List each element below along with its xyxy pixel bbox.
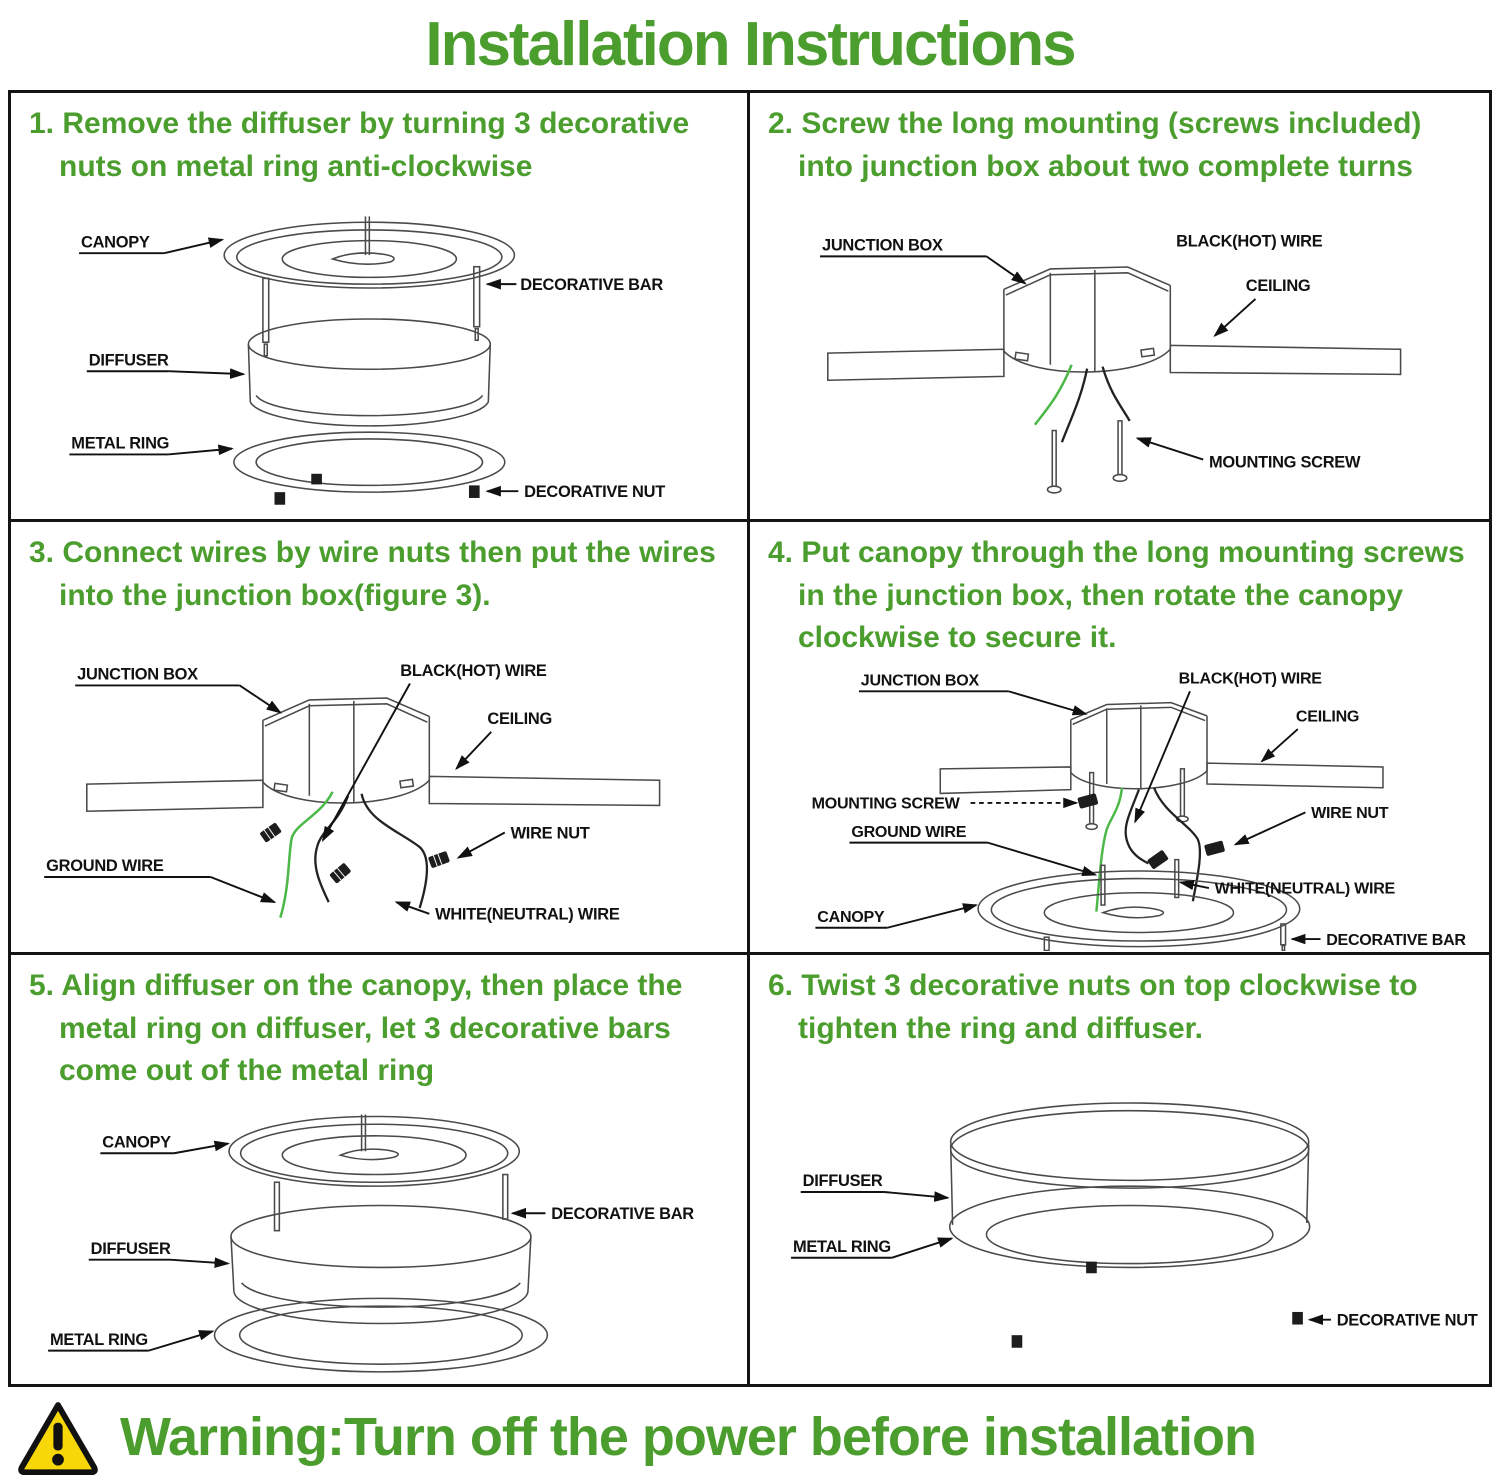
junction-box-drawing (1070, 703, 1206, 790)
label-ground-wire: GROUND WIRE (850, 823, 966, 842)
label-white-wire: WHITE(NEUTRAL) WIRE (1214, 879, 1395, 898)
step-2-diagram (762, 208, 1478, 498)
canopy-drawing (229, 1114, 519, 1230)
junction-box-drawing (263, 698, 429, 803)
step-1-text: 1. Remove the diffuser by turning 3 decorative nuts on metal ring anti-clockwise (29, 107, 690, 183)
panel-step-6 (750, 955, 1489, 1384)
step-6-text: 6. Twist 3 decorative nuts on top clockwise to tighten the ring and diffuser. (768, 969, 1418, 1045)
label-decorative-bar: DECORATIVE BAR (551, 1204, 694, 1223)
label-ceiling: CEILING (487, 710, 553, 729)
label-diffuser: DIFFUSER (802, 1172, 883, 1191)
step-4-diagram (770, 661, 1470, 950)
ground-wire-drawing (1034, 365, 1071, 425)
label-decorative-nut: DECORATIVE NUT (1336, 1311, 1478, 1330)
label-black-wire: BLACK(HOT) WIRE (400, 662, 547, 681)
label-junction-box: JUNCTION BOX (860, 671, 979, 690)
canopy-drawing (978, 860, 1300, 951)
label-ceiling: CEILING (1295, 707, 1359, 726)
label-junction-box: JUNCTION BOX (821, 237, 943, 256)
step-1-diagram-area (11, 188, 747, 519)
step-5-text: 5. Align diffuser on the canopy, then place the metal ring on diffuser, let 3 decorative bars come out of the metal ring (29, 969, 683, 1088)
white-wire-drawing (1102, 367, 1129, 421)
label-metal-ring: METAL RING (792, 1237, 891, 1256)
ceiling-drawing (827, 346, 1400, 381)
ceiling-drawing (87, 777, 660, 812)
label-mounting-screw: MOUNTING SCREW (1208, 453, 1360, 472)
label-decorative-bar: DECORATIVE BAR (1325, 930, 1466, 949)
step-5-diagram (21, 1101, 737, 1377)
label-decorative-bar: DECORATIVE BAR (520, 275, 663, 294)
step-4-diagram-area (750, 660, 1489, 952)
page-title-bar (0, 0, 1500, 88)
label-diffuser: DIFFUSER (90, 1239, 171, 1258)
step-2-text: 2. Screw the long mounting (screws included) into junction box about two complete turns (768, 107, 1422, 183)
metal-ring-drawing (215, 1298, 548, 1372)
mounting-screws-drawing (1077, 769, 1188, 830)
ground-wire-drawing (280, 792, 332, 918)
label-diffuser: DIFFUSER (88, 351, 169, 370)
white-wire-drawing (362, 794, 427, 908)
step-3-text: 3. Connect wires by wire nuts then put the wires into the junction box(figure 3). (29, 536, 716, 612)
label-ground-wire: GROUND WIRE (46, 857, 164, 876)
label-canopy: CANOPY (102, 1132, 171, 1151)
label-black-wire: BLACK(HOT) WIRE (1178, 669, 1322, 688)
panel-step-1 (11, 93, 750, 522)
metal-ring-drawing (234, 432, 505, 492)
page-title: Installation Instructions (425, 9, 1075, 79)
label-white-wire: WHITE(NEUTRAL) WIRE (435, 906, 620, 925)
wire-nuts-drawing (1146, 841, 1224, 870)
step-2-diagram-area (750, 188, 1489, 519)
assembled-light-drawing (949, 1103, 1309, 1273)
junction-box-drawing (1003, 267, 1169, 372)
label-junction-box: JUNCTION BOX (77, 666, 198, 685)
label-canopy: CANOPY (816, 908, 884, 927)
label-wire-nut: WIRE NUT (1310, 804, 1388, 823)
step-6-diagram-area (750, 1050, 1489, 1384)
panel-step-3 (11, 522, 750, 955)
steps-grid (8, 90, 1492, 1387)
panel-step-2 (750, 93, 1489, 522)
decorative-nut-drawing (1011, 1312, 1302, 1348)
label-mounting-screw: MOUNTING SCREW (811, 794, 960, 813)
black-wire-drawing (315, 796, 348, 902)
ceiling-drawing (940, 763, 1383, 793)
step-4-text: 4. Put canopy through the long mounting screws in the junction box, then rotate the canopy clockwise to secure it. (768, 536, 1465, 655)
warning-bar (0, 1391, 1500, 1483)
label-ceiling: CEILING (1245, 277, 1310, 296)
diffuser-drawing (248, 319, 490, 426)
label-wire-nut: WIRE NUT (510, 824, 590, 843)
panel-step-5 (11, 955, 750, 1384)
label-canopy: CANOPY (81, 233, 150, 252)
label-decorative-nut: DECORATIVE NUT (524, 482, 665, 501)
step-3-diagram-area (11, 617, 747, 952)
label-metal-ring: METAL RING (50, 1330, 148, 1349)
label-black-wire: BLACK(HOT) WIRE (1175, 233, 1322, 252)
step-5-diagram-area (11, 1093, 747, 1384)
warning-triangle-icon (16, 1399, 100, 1475)
label-metal-ring: METAL RING (71, 434, 170, 453)
panel-step-4 (750, 522, 1489, 955)
step-6-diagram (762, 1072, 1478, 1362)
mounting-screws-drawing (1047, 421, 1126, 493)
canopy-drawing (224, 216, 514, 355)
warning-text: Warning:Turn off the power before installation (120, 1407, 1256, 1467)
step-1-diagram (21, 199, 737, 509)
step-3-diagram (21, 639, 737, 929)
